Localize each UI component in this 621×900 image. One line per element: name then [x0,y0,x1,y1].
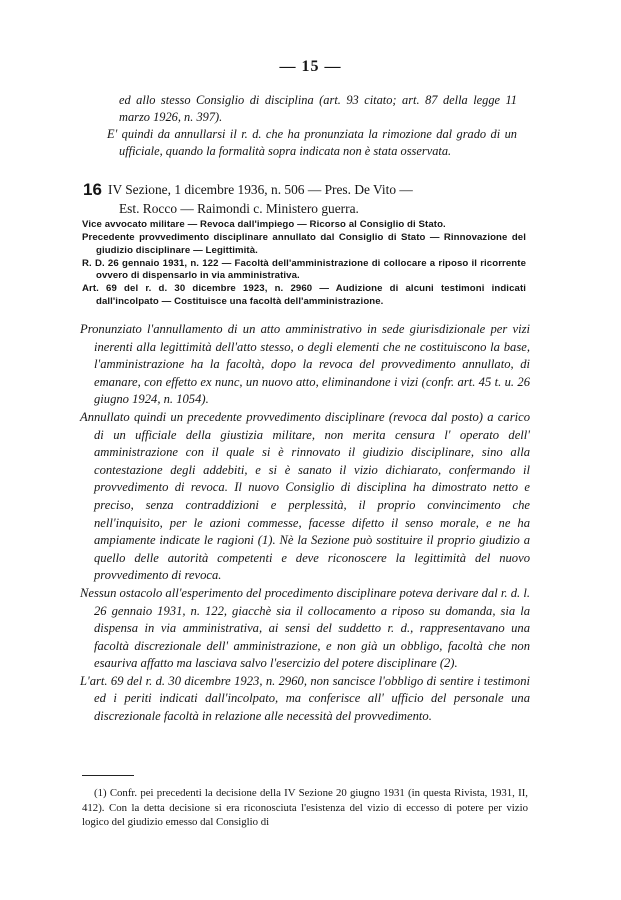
summary-paragraph: Pronunziato l'annullamento di un atto amministrativo in sede giurisdizionale per vizi inerenti alla legittimità dell'atto stesso, o degli elementi che ne costituiscono la base, l'amministrazione ha la facoltà, dopo la revoca del provvedimento annullato, di emanare, con effetto ex nunc, un nuovo atto, eliminandone i vizi (confr. art. 45 t. u. 26 giugno 1924, n. 1054). [80,322,530,407]
headnote-item: Vice avvocato militare — Revoca dall'impiego — Ricorso al Consiglio di Stato. [82,219,446,230]
summary-paragraph: Annullato quindi un precedente provvedimento disciplinare (revoca dal posto) a carico di un ufficiale della giustizia militare, non merita censura l' operato dell' amministrazione con il quale si è rinnovato il giudizio disciplinare, sino alla contestazione degli addebiti, e si è sanato il vizio dichiarato, confermando il provvedimento di revoca. Il nuovo Consiglio di disciplina ha dimostrato netto e preciso, senza contraddizioni e perplessità, il proprio convincimento che nell'inquisito, per le azioni commesse, facesse difetto il senso morale, e ne ha ampiamente indicate le ragioni (1). Nè la Sezione può sostituire il proprio giudizio a quello delle autorità competenti e deve riconoscere la legittimità del nuovo provvedimento di revoca. [80,409,530,583]
summary-paragraph: Nessun ostacolo all'esperimento del procedimento disciplinare poteva derivare dal r. d. l. 26 gennaio 1931, n. 122, giacchè sia il collocamento a riposo su domanda, sia la dispensa in via amministrativa, ai sensi del suddetto r. d., rappresentavano una facoltà discrezionale dell' amministrazione, e non già un obbligo, facoltà che non esauriva affatto ma lasciava salvo l'esercizio del potere disciplinare (2). [80,585,530,671]
decision-court-line: IV Sezione, 1 dicembre 1936, n. 506 — Pres. De Vito — [108,182,413,197]
paragraph-conclusion: E' quindi da annullarsi il r. d. che ha pronunziata la rimozione dal grado di un ufficiale, quando la formalità sopra indicata non è stata osservata. [107,127,517,158]
decision-summary [80,321,530,726]
paragraph-continuation: ed allo stesso Consiglio di disciplina (art. 93 citato; art. 87 della legge 11 marzo 1926, n. 397). [119,93,517,124]
headnote-item: Art. 69 del r. d. 30 dicembre 1923, n. 2960 — Audizione di alcuni testimoni indicati dall'incolpato — Costituisce una facoltà dell'amministrazione. [82,283,526,308]
summary-paragraph: L'art. 69 del r. d. 30 dicembre 1923, n. 2960, non sancisce l'obbligo di sentire i testimoni ed i periti indicati dall'incolpato, ma conferisce all' ufficio del personale una discrezionale facoltà in relazione alle necessità del provvedimento. [80,673,530,724]
decision-header [83,180,523,218]
decision-parties-line: Est. Rocco — Raimondi c. Ministero guerra. [119,201,359,216]
headnote-item: Precedente provvedimento disciplinare annullato dal Consiglio di Stato — Rinnovazione del giudizio disciplinare — Legittimità. [82,232,526,256]
intro-text [107,92,517,160]
headnote-item: R. D. 26 gennaio 1931, n. 122 — Facoltà dell'amministrazione di collocare a riposo il ricorrente ovvero di dispensarlo in via amministrativa. [82,257,526,282]
page-number: — 15 — [279,58,342,75]
footnote-divider [82,775,134,776]
decision-number: 16 [83,180,102,199]
headnote-list [82,219,526,309]
footnote: (1) Confr. pei precedenti la decisione della IV Sezione 20 giugno 1931 (in questa Rivista, 1931, II, 412). Con la detta decisione si era riconosciuta l'esistenza del vizio di eccesso di potere per vizio logico del giudizio emesso dal Consiglio di [82,787,528,828]
